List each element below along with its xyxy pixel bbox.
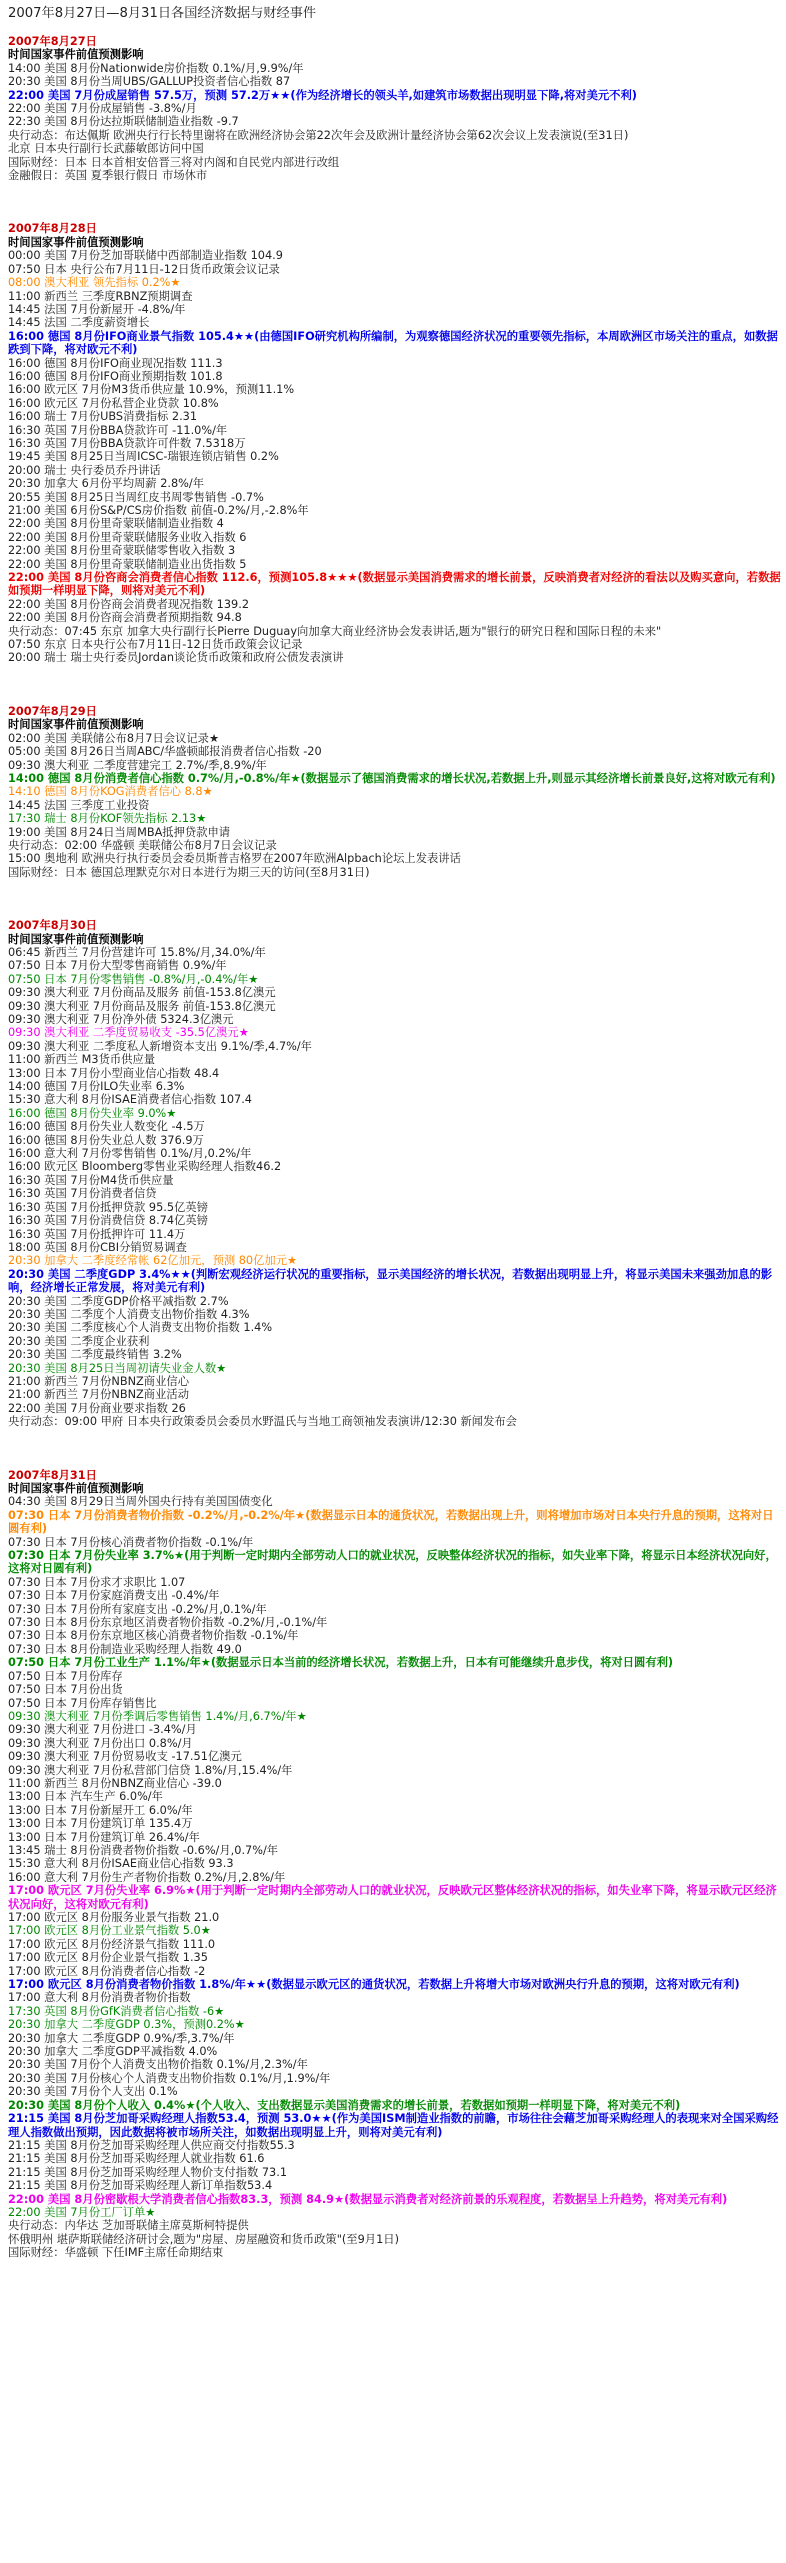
event-row: 22:00 美国 8月份咨商会消费者预期指数 94.8 <box>8 611 242 625</box>
day-date: 2007年8月30日 <box>8 919 97 933</box>
event-row: 21:15 美国 8月份芝加哥采购经理人就业指数 61.6 <box>8 2152 265 2166</box>
event-row: 22:00 美国 8月份里奇蒙联储制造业指数 4 <box>8 517 224 531</box>
event-row: 20:30 美国 二季度核心个人消费支出物价指数 1.4% <box>8 1321 273 1335</box>
event-row: 13:00 日本 7月份建筑订单 26.4%/年 <box>8 1830 200 1844</box>
event-row: 20:00 瑞士 瑞士央行委员Jordan谈论货币政策和政府公债发表演讲 <box>8 651 344 665</box>
event-row: 20:30 加拿大 二季度GDP 0.3%，预测0.2%★ <box>8 2018 245 2032</box>
event-row: 07:50 日本 7月份库存 <box>8 1669 123 1683</box>
event-row: 20:30 美国 7月份核心个人消费支出物价指数 0.1%/月,1.9%/年 <box>8 2071 331 2085</box>
day-date: 2007年8月29日 <box>8 704 97 718</box>
event-row: 07:30 日本 8月份东京地区核心消费者物价指数 -0.1%/年 <box>8 1629 299 1643</box>
event-row: 22:00 美国 7月份成屋销售 -3.8%/月 <box>8 102 197 116</box>
event-row: 16:30 英国 7月份抵押许可 11.4万 <box>8 1227 186 1241</box>
event-row: 09:30 澳大利亚 二季度营建完工 2.7%/季,8.9%/年 <box>8 758 267 772</box>
event-row: 09:30 澳大利亚 7月份私营部门信贷 1.8%/月,15.4%/年 <box>8 1763 293 1777</box>
table-header: 时间国家事件前值预测影响 <box>8 932 144 946</box>
event-row: 22:00 美国 7月份商业要求指数 26 <box>8 1401 186 1415</box>
table-header: 时间国家事件前值预测影响 <box>8 1482 144 1495</box>
event-row: 11:00 新西兰 三季度RBNZ预期调查 <box>8 289 193 303</box>
event-row: 16:00 欧元区 Bloomberg零售业采购经理人指数46.2 <box>8 1160 282 1174</box>
event-row: 22:00 美国 8月份密歇根大学消费者信心指数83.3，预测 84.9★(数据显示消费者对经济前景的乐观程度，若数据呈上升趋势，将对美元有利) <box>8 2192 728 2206</box>
day-sections <box>8 35 782 2260</box>
event-row: 20:30 美国 二季度GDP价格平减指数 2.7% <box>8 1294 229 1308</box>
day-date: 2007年8月31日 <box>8 1468 97 1482</box>
event-row: 16:00 德国 8月份失业人数变化 -4.5万 <box>8 1120 205 1134</box>
event-row: 13:45 瑞士 8月份消费者物价指数 -0.6%/月,0.7%/年 <box>8 1843 279 1857</box>
event-row: 17:30 瑞士 8月份KOF领先指标 2.13★ <box>8 812 207 826</box>
event-row: 央行动态：布达佩斯 欧洲央行行长特里谢将在欧洲经济协会第22次年会及欧洲计量经济协会第62次会议上发表演说(至31日) <box>8 128 629 142</box>
event-row: 17:00 欧元区 8月份消费者信心指数 -2 <box>8 1964 206 1978</box>
event-row: 17:00 欧元区 8月份工业景气指数 5.0★ <box>8 1924 211 1938</box>
event-row: 08:00 澳大利亚 领先指标 0.2%★ <box>8 276 181 290</box>
event-row: 07:50 日本 7月份库存销售比 <box>8 1696 157 1710</box>
event-row: 20:30 美国 8月份个人收入 0.4%★(个人收入、支出数据显示美国消费需求的增长前景，若数据如预期一样明显下降，将对美元不利) <box>8 2098 681 2112</box>
event-row: 07:50 日本 央行公布7月11日-12日货币政策会议记录 <box>8 262 280 276</box>
section-spacer <box>8 1429 782 1469</box>
event-row: 07:50 东京 日本央行公布7月11日-12日货币政策会议记录 <box>8 638 303 652</box>
event-row: 16:00 瑞士 7月份UBS消费指标 2.31 <box>8 410 198 424</box>
event-row: 09:30 澳大利亚 二季度贸易收支 -35.5亿澳元★ <box>8 1026 249 1040</box>
event-row: 14:45 法国 二季度薪资增长 <box>8 316 150 330</box>
event-row: 04:30 美国 8月29日当周外国央行持有美国国债变化 <box>8 1495 273 1509</box>
event-row: 13:00 日本 7月份小型商业信心指数 48.4 <box>8 1066 220 1080</box>
event-row: 22:00 美国 7月份工厂订单★ <box>8 2205 156 2219</box>
event-row: 09:30 澳大利亚 7月份商品及服务 前值-153.8亿澳元 <box>8 986 276 1000</box>
event-row: 央行动态：09:00 甲府 日本央行政策委员会委员水野温氏与当地工商领袖发表演讲/12:30 新闻发布会 <box>8 1415 517 1429</box>
event-row: 17:00 欧元区 8月份企业景气指数 1.35 <box>8 1951 208 1965</box>
event-row: 07:30 日本 7月份消费者物价指数 -0.2%/月,-0.2%/年★(数据显示日本的通货状况，若数据出现上升，则将增加市场对日本央行升息的预期，这将对日圆有利) <box>8 1508 774 1536</box>
event-row: 20:55 美国 8月25日当周红皮书周零售销售 -0.7% <box>8 490 264 504</box>
event-row: 22:00 美国 8月份里奇蒙联储零售收入指数 3 <box>8 544 236 558</box>
event-row: 20:00 瑞士 央行委员乔丹讲话 <box>8 463 161 477</box>
event-row: 09:30 澳大利亚 7月份净外债 5324.3亿澳元 <box>8 1013 234 1026</box>
table-header: 时间国家事件前值预测影响 <box>8 48 144 62</box>
event-row: 19:45 美国 8月25日当周ICSC-瑞银连锁店销售 0.2% <box>8 450 279 464</box>
event-row: 17:00 欧元区 8月份消费者物价指数 1.8%/年★★(数据显示欧元区的通货状况，若数据上升将增大市场对欧洲央行升息的预期，这将对欧元有利) <box>8 1978 740 1992</box>
event-row: 09:30 澳大利亚 7月份季调后零售销售 1.4%/月,6.7%/年★ <box>8 1709 307 1723</box>
event-row: 20:30 美国 7月份个人消费支出物价指数 0.1%/月,2.3%/年 <box>8 2058 308 2072</box>
event-row: 央行动态：内华达 芝加哥联储主席莫斯柯特提供 <box>8 2219 249 2233</box>
event-row: 09:30 澳大利亚 7月份贸易收支 -17.51亿澳元 <box>8 1750 242 1764</box>
section-spacer <box>8 879 782 919</box>
event-row: 07:30 日本 8月份制造业采购经理人指数 49.0 <box>8 1642 242 1656</box>
event-row: 金融假日：英国 夏季银行假日 市场休市 <box>8 169 208 183</box>
event-row: 00:00 美国 7月份芝加哥联储中西部制造业指数 104.9 <box>8 249 283 263</box>
event-row: 18:00 英国 8月份CBI分销贸易调查 <box>8 1240 187 1254</box>
event-row: 20:30 美国 二季度个人消费支出物价指数 4.3% <box>8 1307 250 1321</box>
event-row: 16:30 英国 7月份消费者信贷 <box>8 1187 157 1201</box>
event-row: 北京 日本央行副行长武藤敏郎访问中国 <box>8 142 204 156</box>
event-row: 16:00 德国 8月份IFO商业现况指数 111.3 <box>8 356 223 370</box>
event-row: 17:00 欧元区 8月份经济景气指数 111.0 <box>8 1937 216 1951</box>
event-row: 16:00 德国 8月份IFO商业预期指数 101.8 <box>8 369 223 383</box>
event-row: 20:30 美国 8月份当周UBS/GALLUP投资者信心指数 87 <box>8 75 291 89</box>
day-section <box>8 35 782 182</box>
event-row: 07:30 日本 8月份东京地区消费者物价指数 -0.2%/月,-0.1%/年 <box>8 1616 328 1630</box>
event-row: 22:00 美国 8月份咨商会消费者信心指数 112.6，预测105.8★★★(数据显示美国消费需求的增长前景，反映消费者对经济的看法以及购买意向，若数据如预期一样明显下降，则将对美元不利) <box>8 571 781 598</box>
event-row: 国际财经：日本 日本首相安倍晋三将对内阁和自民党内部进行改组 <box>8 155 340 169</box>
event-row: 14:00 德国 8月份消费者信心指数 0.7%/月,-0.8%/年★(数据显示了德国消费需求的增长状况,若数据上升,则显示其经济增长前景良好,这将对欧元有利) <box>8 771 776 785</box>
event-row: 22:30 美国 8月份达拉斯联储制造业指数 -9.7 <box>8 115 239 129</box>
event-row: 19:00 美国 8月24日当周MBA抵押贷款申请 <box>8 825 231 839</box>
event-row: 22:00 美国 8月份咨商会消费者现况指数 139.2 <box>8 597 250 611</box>
event-row: 16:30 英国 7月份消费信贷 8.74亿英镑 <box>8 1214 208 1228</box>
day-section <box>8 1469 782 2260</box>
event-row: 16:30 英国 7月份M4货币供应量 <box>8 1173 174 1187</box>
event-row: 13:00 日本 7月份新屋开工 6.0%/年 <box>8 1803 193 1817</box>
event-row: 20:30 加拿大 6月份平均周薪 2.8%/年 <box>8 477 204 491</box>
event-row: 14:10 德国 8月份KOG消费者信心 8.8★ <box>8 785 213 799</box>
event-row: 央行动态：07:45 东京 加拿大央行副行长Pierre Duguay向加拿大商业经济协会发表讲话,题为"银行的研究日程和国际日程的未来" <box>8 624 662 638</box>
event-row: 怀俄明州 堪萨斯联储经济研讨会,题为"房屋、房屋融资和货币政策"(至9月1日) <box>8 2232 399 2246</box>
page-title: 2007年8月27日—8月31日各国经济数据与财经事件 <box>8 6 317 21</box>
event-row: 国际财经：日本 德国总理默克尔对日本进行为期三天的访问(至8月31日) <box>8 865 370 879</box>
event-row: 09:30 澳大利亚 7月份进口 -3.4%/月 <box>8 1723 197 1737</box>
event-row: 06:45 新西兰 7月份营建许可 15.8%/月,34.0%/年 <box>8 945 266 959</box>
table-header: 时间国家事件前值预测影响 <box>8 718 144 732</box>
event-row: 20:30 加拿大 二季度GDP平减指数 4.0% <box>8 2045 218 2059</box>
section-spacer <box>8 182 782 222</box>
section-spacer <box>8 665 782 705</box>
event-row: 21:15 美国 8月份芝加哥采购经理人指数53.4，预测 53.0★★(作为美国ISM制造业指数的前瞻，市场往往会藉芝加哥采购经理人的表现来对全国采购经理人指数做出预期，因此数据将被市场所关注，如数据出现明显上升，则将对美元有利) <box>8 2112 779 2139</box>
event-row: 20:30 加拿大 二季度经常帐 62亿加元，预测 80亿加元★ <box>8 1254 298 1268</box>
event-row: 22:00 美国 8月份里奇蒙联储服务业收入指数 6 <box>8 530 247 544</box>
event-row: 20:30 美国 二季度企业获利 <box>8 1334 150 1348</box>
event-row: 17:00 欧元区 7月份失业率 6.9%★(用于判断一定时期内全部劳动人口的就业状况，反映欧元区整体经济状况的指标，如失业率下降，将显示欧元区经济状况向好，这将对欧元有利) <box>8 1884 777 1911</box>
event-row: 16:00 意大利 7月份生产者物价指数 0.2%/月,2.8%/年 <box>8 1870 286 1884</box>
event-row: 16:00 德国 8月份IFO商业景气指数 105.4★★(由德国IFO研究机构所编制，为观察德国经济状况的重要领先指标，本周欧洲区市场关注的重点，如数据跌到下降，将对欧元不利) <box>8 329 778 357</box>
event-row: 21:15 美国 8月份芝加哥采购经理人物价支付指数 73.1 <box>8 2165 288 2179</box>
event-row: 09:30 澳大利亚 二季度私人新增资本支出 9.1%/季,4.7%/年 <box>8 1039 312 1053</box>
event-row: 17:30 英国 8月份GfK消费者信心指数 -6★ <box>8 2004 225 2018</box>
event-row: 11:00 新西兰 8月份NBNZ商业信心 -39.0 <box>8 1776 222 1790</box>
event-row: 20:30 美国 二季度GDP 3.4%★★(判断宏观经济运行状况的重要指标，显示美国经济的增长状况，若数据出现明显上升，将显示美国未来强劲加息的影响，经济增长正常发展，将对美元有利) <box>8 1267 773 1295</box>
day-section <box>8 222 782 664</box>
event-row: 14:45 法国 7月份新屋开 -4.8%/年 <box>8 302 186 316</box>
event-row: 22:00 美国 7月份成屋销售 57.5万，预测 57.2万★★(作为经济增长的领头羊,如建筑市场数据出现明显下降,将对美元不利) <box>8 88 637 102</box>
event-row: 16:00 欧元区 7月份私营企业贷款 10.8% <box>8 396 219 410</box>
event-row: 20:30 美国 7月份个人支出 0.1% <box>8 2085 178 2099</box>
event-row: 21:00 新西兰 7月份NBNZ商业活动 <box>8 1388 189 1402</box>
event-row: 16:30 英国 7月份抵押贷款 95.5亿英镑 <box>8 1200 208 1214</box>
event-row: 15:00 奥地利 欧洲央行执行委员会委员斯普吉格罗在2007年欧洲Alpbach论坛上发表讲话 <box>8 852 461 866</box>
event-row: 20:30 美国 8月25日当周初请失业金人数★ <box>8 1361 227 1375</box>
event-row: 21:15 美国 8月份芝加哥采购经理人新订单指数53.4 <box>8 2179 273 2193</box>
event-row: 20:30 美国 二季度最终销售 3.2% <box>8 1348 182 1362</box>
event-row: 22:00 美国 8月份里奇蒙联储制造业出货指数 5 <box>8 557 247 571</box>
event-row: 21:15 美国 8月份芝加哥采购经理人供应商交付指数55.3 <box>8 2138 295 2152</box>
event-row: 09:30 澳大利亚 7月份商品及服务 前值-153.8亿澳元 <box>8 999 276 1013</box>
day-date: 2007年8月27日 <box>8 35 97 48</box>
event-row: 07:30 日本 7月份所有家庭支出 -0.2%/月,0.1%/年 <box>8 1602 267 1616</box>
event-row: 14:00 德国 7月份ILO失业率 6.3% <box>8 1080 185 1094</box>
event-row: 07:50 日本 7月份零售销售 -0.8%/月,-0.4%/年★ <box>8 972 259 986</box>
event-row: 14:45 法国 三季度工业投资 <box>8 798 150 812</box>
event-row: 07:30 日本 7月份家庭消费支出 -0.4%/年 <box>8 1589 220 1603</box>
event-row: 14:00 美国 8月份Nationwide房价指数 0.1%/月,9.9%/年 <box>8 61 304 75</box>
event-row: 15:30 意大利 8月份ISAE消费者信心指数 107.4 <box>8 1093 252 1107</box>
event-row: 16:30 英国 7月份BBA贷款许可件数 7.5318万 <box>8 436 246 450</box>
event-row: 17:00 欧元区 8月份服务业景气指数 21.0 <box>8 1911 220 1924</box>
table-header: 时间国家事件前值预测影响 <box>8 235 144 249</box>
day-section <box>8 919 782 1428</box>
event-row: 11:00 新西兰 M3货币供应量 <box>8 1053 156 1067</box>
event-row: 17:00 意大利 8月份消费者物价指数 <box>8 1991 191 2005</box>
event-row: 16:00 欧元区 7月份M3货币供应量 10.9%，预测11.1% <box>8 383 295 397</box>
event-row: 20:30 加拿大 二季度GDP 0.9%/季,3.7%/年 <box>8 2031 235 2045</box>
event-row: 13:00 日本 汽车生产 6.0%/年 <box>8 1790 163 1804</box>
event-row: 09:30 澳大利亚 7月份出口 0.8%/月 <box>8 1736 193 1750</box>
event-row: 16:00 德国 8月份失业总人数 376.9万 <box>8 1133 204 1147</box>
event-row: 07:30 日本 7月份核心消费者物价指数 -0.1%/年 <box>8 1535 254 1549</box>
day-date: 2007年8月28日 <box>8 222 97 236</box>
event-row: 07:30 日本 7月份求才求职比 1.07 <box>8 1575 186 1589</box>
event-row: 16:30 英国 7月份BBA贷款许可 -11.0%/年 <box>8 423 228 437</box>
event-row: 13:00 日本 7月份建筑订单 135.4万 <box>8 1817 193 1831</box>
event-row: 国际财经：华盛顿 下任IMF主席任命期结束 <box>8 2246 224 2260</box>
event-row: 央行动态：02:00 华盛顿 美联储公布8月7日会议记录 <box>8 838 277 852</box>
day-section <box>8 705 782 879</box>
event-row: 07:50 日本 7月份出货 <box>8 1683 123 1697</box>
event-row: 15:30 意大利 8月份ISAE商业信心指数 93.3 <box>8 1857 234 1871</box>
event-row: 21:00 美国 6月份S&P/CS房价指数 前值-0.2%/月,-2.8%年 <box>8 504 309 517</box>
event-row: 07:30 日本 7月份失业率 3.7%★(用于判断一定时期内全部劳动人口的就业状况，反映整体经济状况的指标，如失业率下降，将显示日本经济状况向好，这将对日圆有利) <box>8 1549 777 1576</box>
event-row: 05:00 美国 8月26日当周ABC/华盛顿邮报消费者信心指数 -20 <box>8 745 322 759</box>
event-row: 21:00 新西兰 7月份NBNZ商业信心 <box>8 1374 189 1388</box>
event-row: 16:00 意大利 7月份零售销售 0.1%/月,0.2%/年 <box>8 1147 252 1161</box>
event-row: 07:50 日本 7月份大型零售商销售 0.9%/年 <box>8 959 227 973</box>
event-row: 16:00 德国 8月份失业率 9.0%★ <box>8 1106 177 1120</box>
event-row: 02:00 美国 美联储公布8月7日会议记录★ <box>8 731 220 745</box>
event-row: 07:50 日本 7月份工业生产 1.1%/年★(数据显示日本当前的经济增长状况，若数据上升，日本有可能继续升息步伐，将对日圆有利) <box>8 1656 674 1670</box>
